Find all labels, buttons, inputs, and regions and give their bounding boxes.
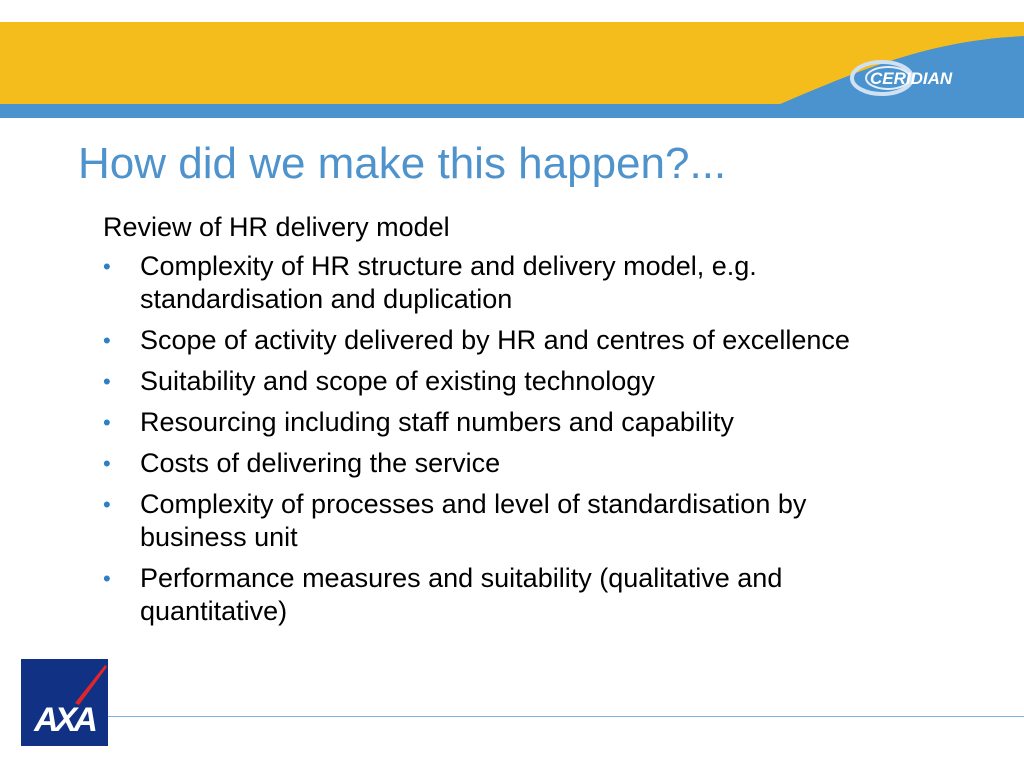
bullet-icon: • (103, 254, 111, 279)
list-item-text: Suitability and scope of existing technology (140, 366, 655, 396)
axa-logo (21, 659, 108, 746)
bullet-list (103, 250, 903, 628)
list-item-text: Scope of activity delivered by HR and centres of excellence (140, 325, 850, 355)
slide-content (103, 210, 903, 636)
footer-divider (108, 716, 1024, 717)
ceridian-logo (848, 46, 998, 106)
bullet-icon: • (103, 328, 111, 353)
list-item-text: Performance measures and suitability (qualitative and quantitative) (140, 563, 783, 626)
list-item (103, 447, 903, 480)
list-item (103, 324, 903, 357)
list-item-text: Costs of delivering the service (140, 448, 501, 478)
bullet-icon: • (103, 369, 111, 394)
list-item (103, 250, 903, 316)
page-title: How did we make this happen?... (78, 139, 727, 188)
list-item (103, 488, 903, 554)
axa-logo-text: AXA (34, 701, 94, 739)
bullet-icon: • (103, 492, 111, 517)
ceridian-logo-text: CERIDIAN (870, 69, 953, 88)
bullet-icon: • (103, 451, 111, 476)
list-item (103, 365, 903, 398)
list-item-text: Resourcing including staff numbers and capability (140, 407, 734, 437)
list-item-text: Complexity of HR structure and delivery model, e.g. standardisation and duplication (140, 251, 757, 314)
list-item (103, 406, 903, 439)
list-item-text: Complexity of processes and level of standardisation by business unit (140, 489, 807, 552)
list-item (103, 562, 903, 628)
intro-text: Review of HR delivery model (103, 212, 450, 242)
bullet-icon: • (103, 566, 111, 591)
bullet-icon: • (103, 410, 111, 435)
